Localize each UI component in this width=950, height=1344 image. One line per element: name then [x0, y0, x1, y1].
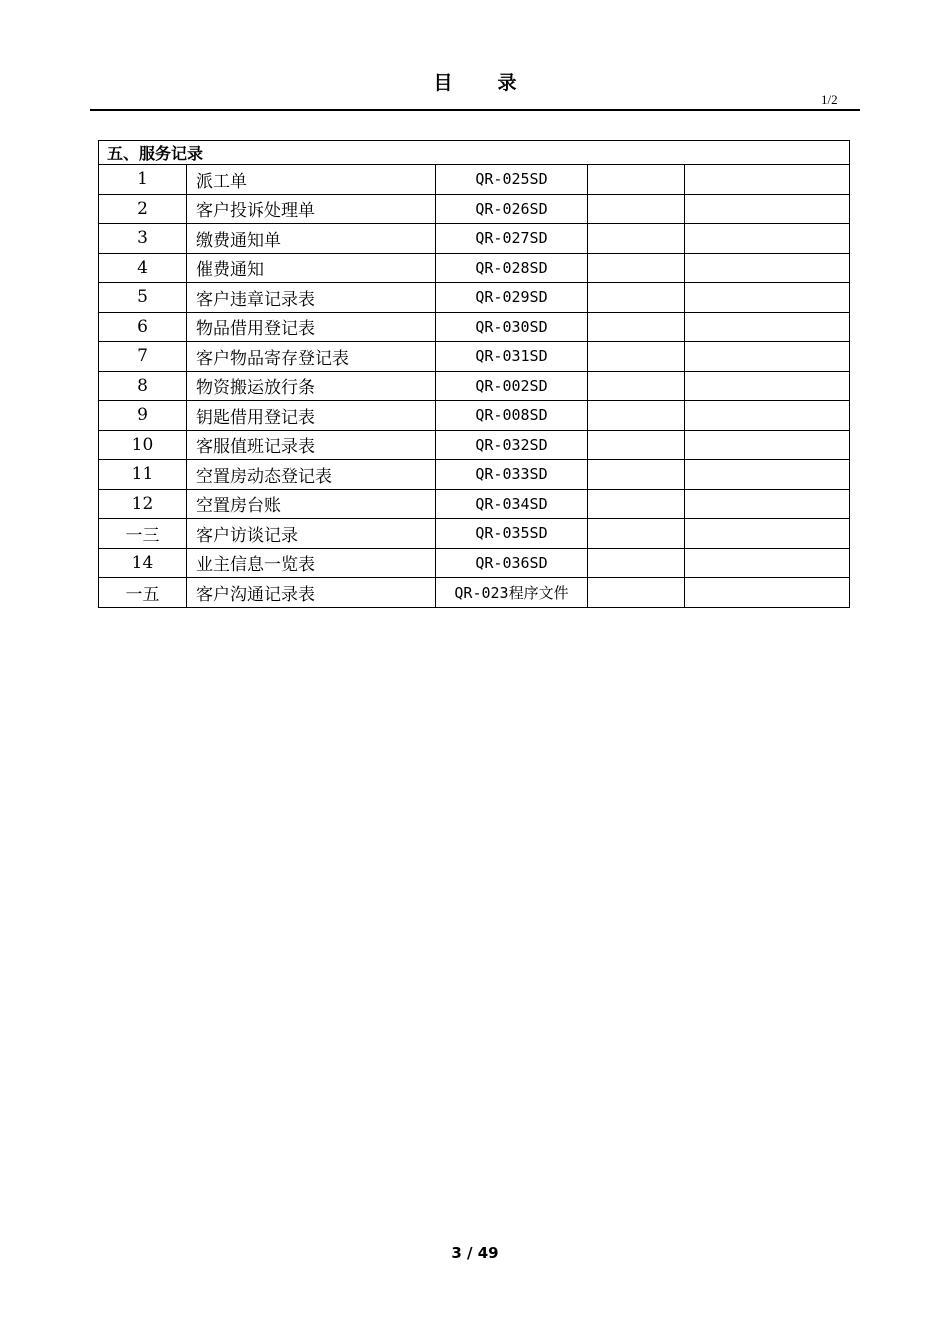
page-fraction: 1/2 [821, 92, 838, 107]
form-name: 空置房动态登记表 [187, 460, 436, 490]
blank-cell [588, 371, 685, 401]
form-name: 催费通知 [187, 253, 436, 283]
blank-cell [685, 312, 850, 342]
blank-cell [685, 253, 850, 283]
form-code: QR-035SD [436, 519, 588, 549]
form-name: 客户违章记录表 [187, 283, 436, 313]
row-number: 5 [99, 283, 187, 313]
page-title: 目录 [433, 72, 562, 94]
row-number: 14 [99, 548, 187, 578]
blank-cell [588, 194, 685, 224]
table-row [99, 371, 850, 401]
form-name: 客户投诉处理单 [187, 194, 436, 224]
blank-cell [588, 165, 685, 195]
row-number: 一三 [99, 519, 187, 549]
blank-cell [685, 224, 850, 254]
blank-cell [588, 519, 685, 549]
form-code: QR-029SD [436, 283, 588, 313]
row-number: 3 [99, 224, 187, 254]
row-number: 7 [99, 342, 187, 372]
table-row [99, 430, 850, 460]
form-code: QR-023程序文件 [436, 578, 588, 608]
row-number: 12 [99, 489, 187, 519]
blank-cell [685, 460, 850, 490]
table-row [99, 548, 850, 578]
form-code: QR-036SD [436, 548, 588, 578]
form-name: 客户访谈记录 [187, 519, 436, 549]
table-row [99, 253, 850, 283]
form-name: 派工单 [187, 165, 436, 195]
blank-cell [588, 489, 685, 519]
blank-cell [685, 371, 850, 401]
form-name: 物资搬运放行条 [187, 371, 436, 401]
header-rule [90, 109, 860, 111]
row-number: 2 [99, 194, 187, 224]
table-row [99, 460, 850, 490]
form-name: 客户物品寄存登记表 [187, 342, 436, 372]
row-number: 8 [99, 371, 187, 401]
blank-cell [685, 165, 850, 195]
table-row [99, 342, 850, 372]
blank-cell [588, 224, 685, 254]
table-row [99, 283, 850, 313]
table-row [99, 519, 850, 549]
form-code: QR-026SD [436, 194, 588, 224]
form-code: QR-008SD [436, 401, 588, 431]
blank-cell [685, 519, 850, 549]
form-code: QR-031SD [436, 342, 588, 372]
blank-cell [685, 342, 850, 372]
form-code: QR-030SD [436, 312, 588, 342]
blank-cell [685, 548, 850, 578]
table-row [99, 401, 850, 431]
form-name: 物品借用登记表 [187, 312, 436, 342]
blank-cell [588, 283, 685, 313]
form-name: 空置房台账 [187, 489, 436, 519]
row-number: 1 [99, 165, 187, 195]
form-code: QR-025SD [436, 165, 588, 195]
blank-cell [685, 194, 850, 224]
section-row [99, 141, 850, 165]
blank-cell [588, 342, 685, 372]
blank-cell [588, 253, 685, 283]
blank-cell [588, 578, 685, 608]
blank-cell [588, 548, 685, 578]
records-table [98, 140, 850, 608]
blank-cell [588, 430, 685, 460]
blank-cell [685, 401, 850, 431]
blank-cell [685, 489, 850, 519]
table-row [99, 489, 850, 519]
blank-cell [588, 312, 685, 342]
row-number: 6 [99, 312, 187, 342]
table-row [99, 194, 850, 224]
row-number: 10 [99, 430, 187, 460]
row-number: 4 [99, 253, 187, 283]
row-number: 11 [99, 460, 187, 490]
form-code: QR-032SD [436, 430, 588, 460]
blank-cell [685, 430, 850, 460]
form-name: 业主信息一览表 [187, 548, 436, 578]
row-number: 一五 [99, 578, 187, 608]
section-title: 五、服务记录 [99, 141, 850, 165]
table-row [99, 312, 850, 342]
form-code: QR-002SD [436, 371, 588, 401]
blank-cell [685, 578, 850, 608]
form-name: 客户沟通记录表 [187, 578, 436, 608]
form-code: QR-028SD [436, 253, 588, 283]
form-name: 客服值班记录表 [187, 430, 436, 460]
table-row [99, 578, 850, 608]
table-row [99, 224, 850, 254]
form-code: QR-027SD [436, 224, 588, 254]
blank-cell [588, 401, 685, 431]
form-code: QR-034SD [436, 489, 588, 519]
form-name: 缴费通知单 [187, 224, 436, 254]
page-number: 3 / 49 [451, 1244, 499, 1262]
blank-cell [685, 283, 850, 313]
row-number: 9 [99, 401, 187, 431]
table-row [99, 165, 850, 195]
blank-cell [588, 460, 685, 490]
form-code: QR-033SD [436, 460, 588, 490]
form-name: 钥匙借用登记表 [187, 401, 436, 431]
